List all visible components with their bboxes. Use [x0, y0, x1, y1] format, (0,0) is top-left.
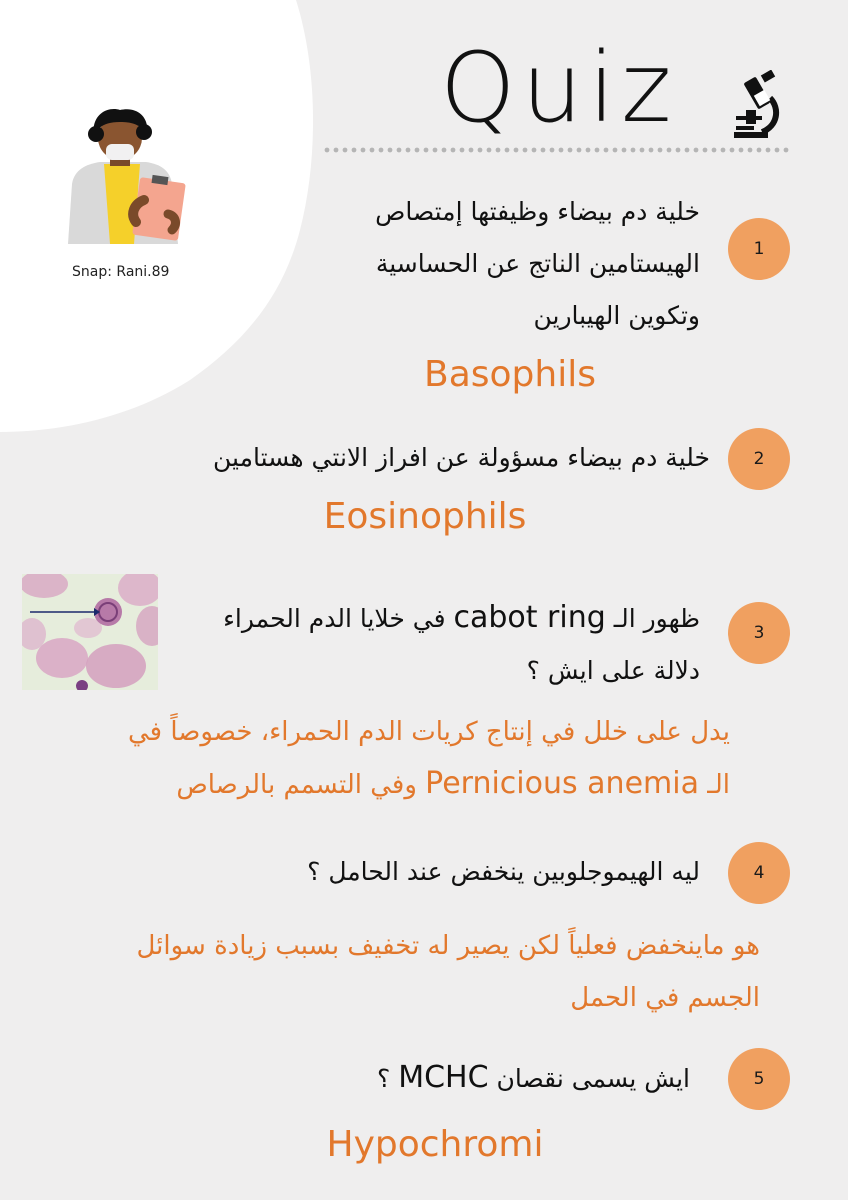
divider-dot	[406, 148, 411, 153]
divider-dot	[631, 148, 636, 153]
divider-dot	[361, 148, 366, 153]
divider-dot	[775, 148, 780, 153]
doctor-with-clipboard-icon	[60, 104, 190, 249]
divider-dot	[505, 148, 510, 153]
divider-dot	[613, 148, 618, 153]
page-title: Quiz	[440, 32, 678, 144]
divider-dot	[388, 148, 393, 153]
answer-4: هو ماينخفض فعلياً لكن يصير له تخفيف بسبب زيادة سوائل الجسم في الحمل	[136, 931, 760, 1013]
divider-dot	[343, 148, 348, 153]
answer-5: Hypochromi	[326, 1124, 544, 1165]
question-3-text-before: ظهور الـ	[613, 604, 700, 633]
divider-dot	[469, 148, 474, 153]
divider-dot	[478, 148, 483, 153]
question-text-1: خلية دم بيضاء وظيفتها إمتصاص الهيستامين الناتج عن الحساسية وتكوين الهيبارين	[375, 197, 700, 330]
divider-dot	[658, 148, 663, 153]
divider-dot	[379, 148, 384, 153]
divider-dot	[334, 148, 339, 153]
divider-dot	[757, 148, 762, 153]
divider-dot	[766, 148, 771, 153]
dotted-divider	[324, 146, 790, 154]
divider-dot	[649, 148, 654, 153]
answer-3-before: يدل على خلل في إنتاج كريات الدم الحمراء، خصوصاً في الـ	[128, 717, 730, 800]
question-number-1: 1	[728, 218, 790, 280]
divider-dot	[784, 148, 789, 153]
divider-dot	[667, 148, 672, 153]
divider-dot	[352, 148, 357, 153]
divider-dot	[721, 148, 726, 153]
question-3-text-after: في خلايا الدم الحمراء دلالة على ايش ؟	[223, 604, 700, 685]
divider-dot	[712, 148, 717, 153]
question-5-text-after: ؟	[376, 1064, 391, 1093]
divider-dot	[694, 148, 699, 153]
author-snap: Snap: Rani.89	[72, 264, 170, 280]
answer-2: Eosinophils	[323, 496, 527, 537]
divider-dot	[442, 148, 447, 153]
divider-dot	[568, 148, 573, 153]
question-3-term: cabot ring	[453, 600, 606, 635]
question-5-term: MCHC	[398, 1060, 489, 1095]
divider-dot	[748, 148, 753, 153]
question-number-2: 2	[728, 428, 790, 490]
divider-dot	[487, 148, 492, 153]
divider-dot	[523, 148, 528, 153]
question-number-5: 5	[728, 1048, 790, 1110]
answer-3-term: Pernicious anemia	[425, 766, 699, 801]
question-5-text-before: ايش يسمى نقصان	[496, 1064, 690, 1093]
question-text-3	[170, 592, 700, 697]
divider-dot	[415, 148, 420, 153]
divider-dot	[586, 148, 591, 153]
divider-dot	[640, 148, 645, 153]
divider-dot	[460, 148, 465, 153]
divider-dot	[433, 148, 438, 153]
microscope-icon	[732, 70, 788, 140]
question-number-4: 4	[728, 842, 790, 904]
divider-dot	[730, 148, 735, 153]
divider-dot	[541, 148, 546, 153]
blood-smear-cabot-ring-image	[22, 574, 158, 690]
question-number-3: 3	[728, 602, 790, 664]
divider-dot	[451, 148, 456, 153]
divider-dot	[397, 148, 402, 153]
divider-dot	[325, 148, 330, 153]
divider-dot	[370, 148, 375, 153]
question-text-2: خلية دم بيضاء مسؤولة عن افراز الانتي هستامين	[213, 443, 710, 472]
divider-dot	[676, 148, 681, 153]
divider-dot	[514, 148, 519, 153]
divider-dot	[496, 148, 501, 153]
divider-dot	[550, 148, 555, 153]
divider-dot	[685, 148, 690, 153]
question-text-4: ليه الهيموجلوبين ينخفض عند الحامل ؟	[307, 857, 700, 886]
divider-dot	[703, 148, 708, 153]
divider-dot	[424, 148, 429, 153]
divider-dot	[739, 148, 744, 153]
question-text-5	[260, 1052, 690, 1105]
divider-dot	[559, 148, 564, 153]
divider-dot	[595, 148, 600, 153]
answer-1: Basophils	[424, 354, 596, 395]
divider-dot	[604, 148, 609, 153]
divider-dot	[532, 148, 537, 153]
divider-dot	[577, 148, 582, 153]
answer-3-after: وفي التسمم بالرصاص	[176, 770, 417, 800]
answer-3	[110, 706, 730, 811]
divider-dot	[622, 148, 627, 153]
